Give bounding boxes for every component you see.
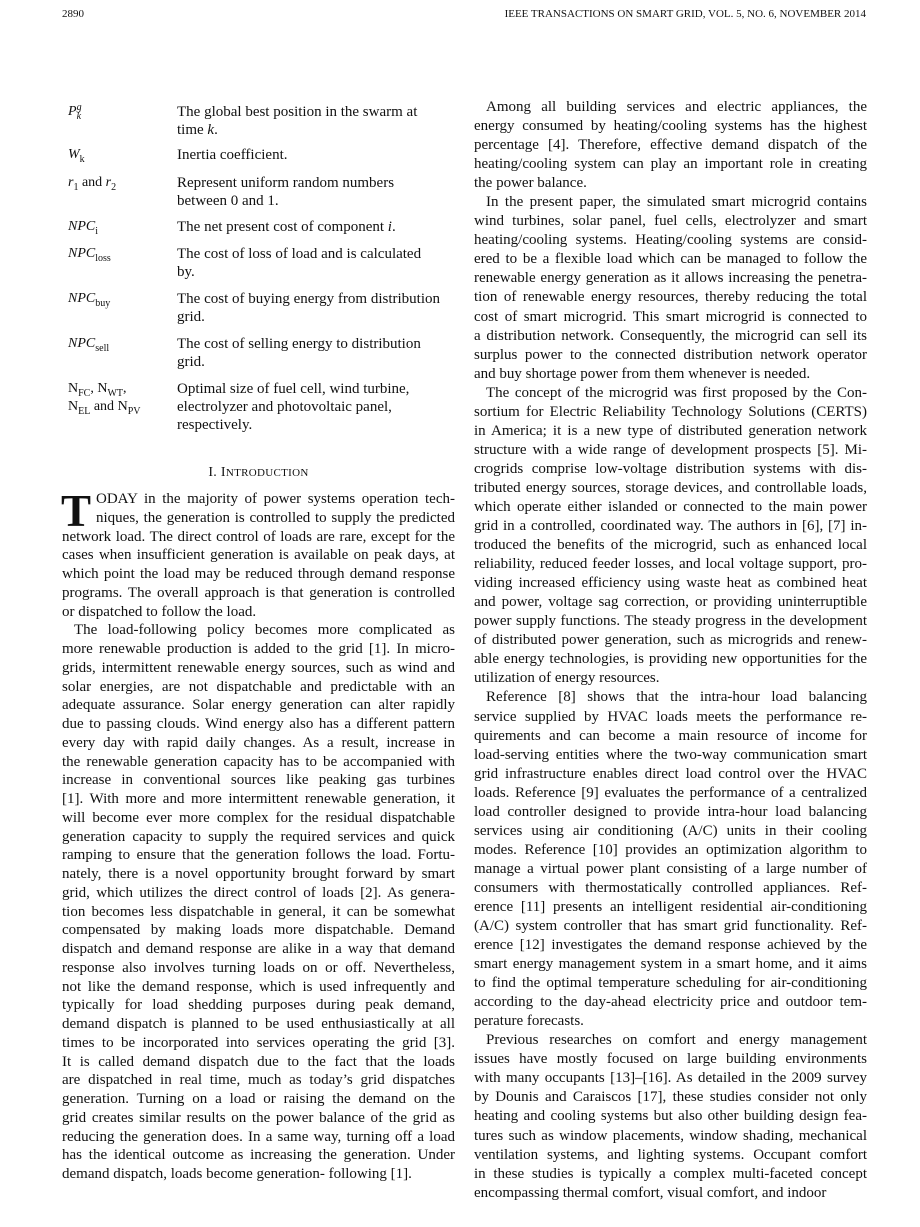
symbol-part [97,381,124,399]
text-line: encompassing thermal comfort, visual comfort, and indoor [474,1184,827,1201]
text-line: will become ever more complex for the residual dispatchable [62,809,455,826]
text-line: niques, the generation is controlled to supply the predicted [96,509,455,526]
text-line: generation capacity to supply the required services and quick [62,828,455,845]
symbol-part [68,175,79,193]
nomenclature-description [177,146,457,164]
text-line: a distribution network. Consequently, the microgrid can sell its [474,327,867,344]
paragraph [474,98,867,193]
symbol-part [117,399,141,417]
symbol-part [105,175,117,193]
text-line: which point the load may be reduced through demand response [62,566,455,582]
text-line: issues have mostly focused on large building environments [474,1051,867,1068]
nomenclature-description [177,218,457,236]
description-text: electrolyzer and photovoltaic panel, [177,399,392,415]
text-line: in these studies is typically a complex multi-faceted concept [474,1165,867,1182]
nomenclature-description [177,380,457,434]
nomenclature-symbol [68,174,173,192]
symbol-part [90,399,117,414]
symbol-part [68,246,111,264]
page-number: 2890 [62,8,84,20]
left-column-body [61,486,455,1184]
running-header: IEEE TRANSACTIONS ON SMART GRID, VOL. 5, NO. 6, NOVEMBER 2014 [504,8,866,20]
text-line: consumers with thermostatically controlled appliances. Ref- [474,879,867,896]
paragraph [474,688,867,1031]
symbol-subscript: FC [78,387,91,399]
section-number: I. [208,465,218,480]
symbol-subscript: k [79,153,85,165]
text-line: typically for load shedding purposes during peak demand, [62,997,455,1014]
text-line: are dispatched in real time, much as today’s grid dispatches [62,1072,455,1089]
nomenclature-symbol [68,103,173,121]
text-line: in America; it is a new type of distributed generation network [474,422,867,439]
description-text: respectively. [177,417,253,433]
text-line: sortium for Electric Reliability Technology Solutions (CERTS) [474,403,867,420]
text-line: power supply functions. The steady progress in the development [474,613,867,630]
text-line: programs. The overall approach is that generation is controlled [62,584,455,601]
text-line: quirements and can become a main resource of income for [474,727,867,744]
section-title-initial: I [220,465,226,480]
symbol-base: N [97,381,108,396]
text-line: Among all building services and electric appliances, the [486,99,867,115]
text-line: surplus power to the connected distribution network operator [474,346,867,363]
nomenclature-description [177,245,457,281]
text-line: solar energies, are not dispatchable and predictable with an [62,678,455,695]
text-line: percentage [4]. Therefore, effective demand dispatch of the [474,137,867,154]
text-line: perature forecasts. [474,1013,584,1030]
text-line: (A/C) system controller that has smart grid functionality. Ref- [474,918,867,935]
description-text: k [207,122,215,138]
text-line: energy consumed by heating/cooling systems has the highest [474,118,867,135]
symbol-supsub [77,103,82,121]
description-text: The cost of loss of load and is calculated [177,246,422,262]
description-line [177,192,457,210]
text-line: more renewable production is added to the grid [1]. In micro- [62,641,455,657]
text-line: grid in a controlled, coordinated way. The authors in [6], [7] in- [474,518,867,535]
symbol-base: P [68,104,77,120]
text-line: has the identical outcome as increasing the generation. Under [62,1147,455,1164]
text-line: tion becomes less dispatchable in general, it can be somewhat [62,903,455,920]
nomenclature-description [177,290,457,326]
text-line: generation. Turning on a load or raising the demand on the [62,1091,455,1107]
nomenclature-symbol [68,290,173,308]
section-heading [62,465,455,481]
description-line [177,335,457,353]
text-line: heating/cooling systems. Heating/cooling systems are consid- [474,232,867,249]
nomenclature-description [177,174,457,210]
text-line: loads. Reference [9] evaluates the performance of a centralized [474,784,867,801]
text-line: or dispatched to follow the load. [62,603,257,620]
description-text: . [214,122,218,138]
symbol-part [68,102,82,122]
text-line: to find the optimal temperature scheduling for air-conditioning [474,975,867,992]
text-line: according to the day-ahead electricity price and outdoor tem- [474,994,867,1011]
nomenclature-symbol [68,380,173,416]
text-line: load controller designed to provide intra-hour load balancing [474,803,867,820]
text-line: erence [11] presents an intelligent residential air-conditioning [474,898,867,915]
description-text: grid. [177,309,205,325]
description-text: i [387,219,392,235]
text-line: and buy shortage power from them whenever is needed. [474,365,811,382]
text-line: Reference [8] shows that the intra-hour load balancing [486,689,867,706]
symbol-subscript: EL [78,405,91,417]
text-line: The concept of the microgrid was first proposed by the Con- [486,384,867,401]
drop-cap: T [61,486,92,536]
text-line: load-serving entities where the two-way communication smart [474,746,867,763]
text-line: ramping to ensure that the generation follows the load. Fortu- [62,847,455,864]
description-line [177,263,457,281]
description-line [177,103,457,121]
paragraph [474,1031,867,1202]
right-column-body [474,98,867,1203]
text-line: heating and cooling systems but also other building design fea- [474,1108,867,1125]
nomenclature-symbol [68,146,173,164]
nomenclature-symbol [68,335,173,353]
description-line [177,146,457,164]
text-line: by Dounis and Caraiscos [17], these studies consider not only [474,1089,867,1106]
description-text: time [177,122,208,138]
text-line: [1]. With more and more intermittent renewable generation, it [62,791,455,807]
description-text: The cost of selling energy to distribution [177,336,421,352]
paragraph [61,486,455,621]
symbol-part [68,219,99,237]
text-line: not like the demand response, which is used infrequently and [62,978,455,995]
description-text: The global best position in the swarm at [177,104,418,120]
description-text: by. [177,264,195,280]
symbol-base: r [68,175,74,190]
text-line: cases when insufficient generation is available on peak days, at [62,547,455,564]
symbol-base: and [78,175,106,190]
description-line [177,308,457,326]
symbol-subscript: PV [127,405,141,417]
text-line: tures such as window placements, window shading, mechanical [474,1127,867,1144]
nomenclature-description [177,335,457,371]
text-line: service supplied by HVAC loads meets the performance re- [474,708,867,725]
description-text: . [391,219,396,235]
text-line: renewable energy generation as it allows increasing the penetra- [474,270,867,287]
text-line: nately, there is a novel opportunity brought forward by smart [62,866,455,882]
text-line: viding increased efficiency using waste heat as combined heat [474,575,867,592]
text-line: erence [12] investigates the demand response achieved by the [474,937,867,954]
symbol-subscript: i [95,225,99,237]
nomenclature-description [177,103,457,139]
text-line: cost of smart microgrid. This smart microgrid is connected to [474,308,867,325]
text-line: grid creates similar results on the power balance of the grid as [62,1109,455,1126]
text-line: tributed energy sources, storage devices, and controllable loads, [474,479,867,496]
symbol-base: N [68,381,79,396]
symbol-base: r [105,175,112,190]
description-line [177,121,457,139]
text-line: crogrids comprise low-voltage distribution systems with dis- [474,460,867,477]
text-line: with many occupants [13]–[16]. As detailed in the 2009 survey [474,1070,867,1087]
text-line: heating/cooling system can play an important role in creating [474,156,867,173]
symbol-part [68,336,110,354]
text-line: able energy technologies, is providing new opportunities for the [474,651,867,668]
symbol-base: NPC [68,291,96,306]
text-line: reliability, reduced feeder losses, and local voltage support, pro- [474,556,867,573]
description-line [177,380,457,398]
text-line: adequate assurance. Solar energy generation can alter rapidly [62,697,455,714]
symbol-part [78,175,105,190]
text-line: tion of renewable energy resources, thereby reducing the total [474,289,867,306]
symbol-subscript: k [76,111,82,122]
text-line: modes. Reference [10] provides an optimization algorithm to [474,841,867,858]
text-line: It is called demand dispatch due to the fact that the loads [62,1053,455,1070]
symbol-subscript: 1 [73,181,79,193]
text-line: of distributed power generation, such as microgrids and renew- [474,632,867,649]
text-line: response also involves turning loads on or off. Nevertheless, [62,959,455,976]
paragraph [474,193,867,383]
nomenclature-symbol [68,218,173,236]
text-line: reducing the generation does. In a same way, turning off a load [62,1128,455,1145]
text-line: ODAY in the majority of power systems operation tech- [96,491,455,507]
description-line [177,353,457,371]
symbol-base: NPC [68,246,96,261]
symbol-part [68,291,111,309]
symbol-part [123,381,127,396]
text-line: grid infrastructure enables direct load control over the HVAC [474,765,867,782]
symbol-base: NPC [68,336,96,351]
symbol-part [68,147,85,165]
description-line [177,290,457,308]
text-line: increase in conventional sources like peaking gas turbines [62,772,455,789]
text-line: utilization of energy resources. [474,670,660,687]
text-line: structure with a wide range of development prospects [5]. Mi- [474,441,867,458]
text-line: network load. The direct control of loads are rare, except for the [62,528,455,545]
description-text: Represent uniform random numbers [177,175,395,191]
text-line: ventilation systems, and lighting systems. Occupant comfort [474,1146,867,1163]
symbol-subscript: sell [95,342,110,354]
symbol-subscript: buy [95,297,111,309]
text-line: which operate either islanded or connected to the main power [474,498,867,515]
text-line: ered to be a flexible load which can be managed to follow the [474,251,867,268]
description-text: grid. [177,354,205,370]
paragraph [62,621,455,1184]
description-line [177,174,457,192]
text-line: In the present paper, the simulated smart microgrid contains [486,194,867,211]
text-line: demand dispatch is planned to be used enthusiastically at all [62,1016,455,1032]
symbol-base: , [90,381,98,396]
description-text: Optimal size of fuel cell, wind turbine, [177,381,410,397]
text-line: and power, voltage sag correction, or providing uninterruptible [474,594,867,611]
text-line: dispatch and demand response are alike in a way that demand [62,941,455,957]
text-line: smart energy management system in a smart home, and it aims [474,956,867,973]
symbol-subscript: 2 [111,181,117,193]
description-text: Inertia coefficient. [177,147,288,163]
text-line: grid, which utilizes the direct control of loads [2]. As genera- [62,884,455,901]
symbol-subscript: loss [95,252,111,264]
description-line [177,245,457,263]
symbol-part [68,381,91,399]
nomenclature-symbol [68,245,173,263]
text-line: the renewable generation capacity has to be accompanied with [62,753,455,770]
symbol-base: , [123,381,127,396]
text-line: grids, intermittent renewable energy sources, such as wind and [62,659,455,676]
symbol-base: N [68,399,79,414]
symbol-part [68,399,91,417]
description-line [177,398,457,416]
text-line: the power balance. [474,175,587,192]
text-line: services using air conditioning (A/C) units in their cooling [474,822,867,839]
text-line: Previous researches on comfort and energy management [486,1032,867,1049]
section-title-rest: NTRODUCTION [225,467,309,479]
symbol-base: W [68,147,80,162]
text-line: times to be incorporated into services operating the grid [3]. [62,1034,455,1051]
text-line: every day with rapid daily changes. As a result, increase in [62,734,455,751]
text-line: The load-following policy becomes more complicated as [74,622,455,639]
description-line [177,416,457,434]
symbol-base: and [90,399,118,414]
text-line: due to passing clouds. Wind energy also has a different pattern [62,716,455,732]
symbol-subscript: WT [107,387,124,399]
description-line [177,218,457,236]
text-line: compensated by making loads more dispatchable. Demand [62,922,455,939]
symbol-superscript: g [76,102,82,113]
description-text: The cost of buying energy from distribution [177,291,441,307]
paragraph [474,384,867,689]
symbol-base: N [117,399,128,414]
text-line: demand dispatch, loads become generation- following [1]. [62,1166,412,1182]
text-line: manage a virtual power plant consisting of a large number of [474,860,867,877]
text-line: troduced the benefits of the microgrid, such as enhanced local [474,537,867,554]
description-text: between 0 and 1. [177,193,279,209]
description-text: The net present cost of component [177,219,388,235]
symbol-base: NPC [68,219,96,234]
text-line: wind turbines, solar panel, fuel cells, electrolyzer and smart [474,213,867,230]
